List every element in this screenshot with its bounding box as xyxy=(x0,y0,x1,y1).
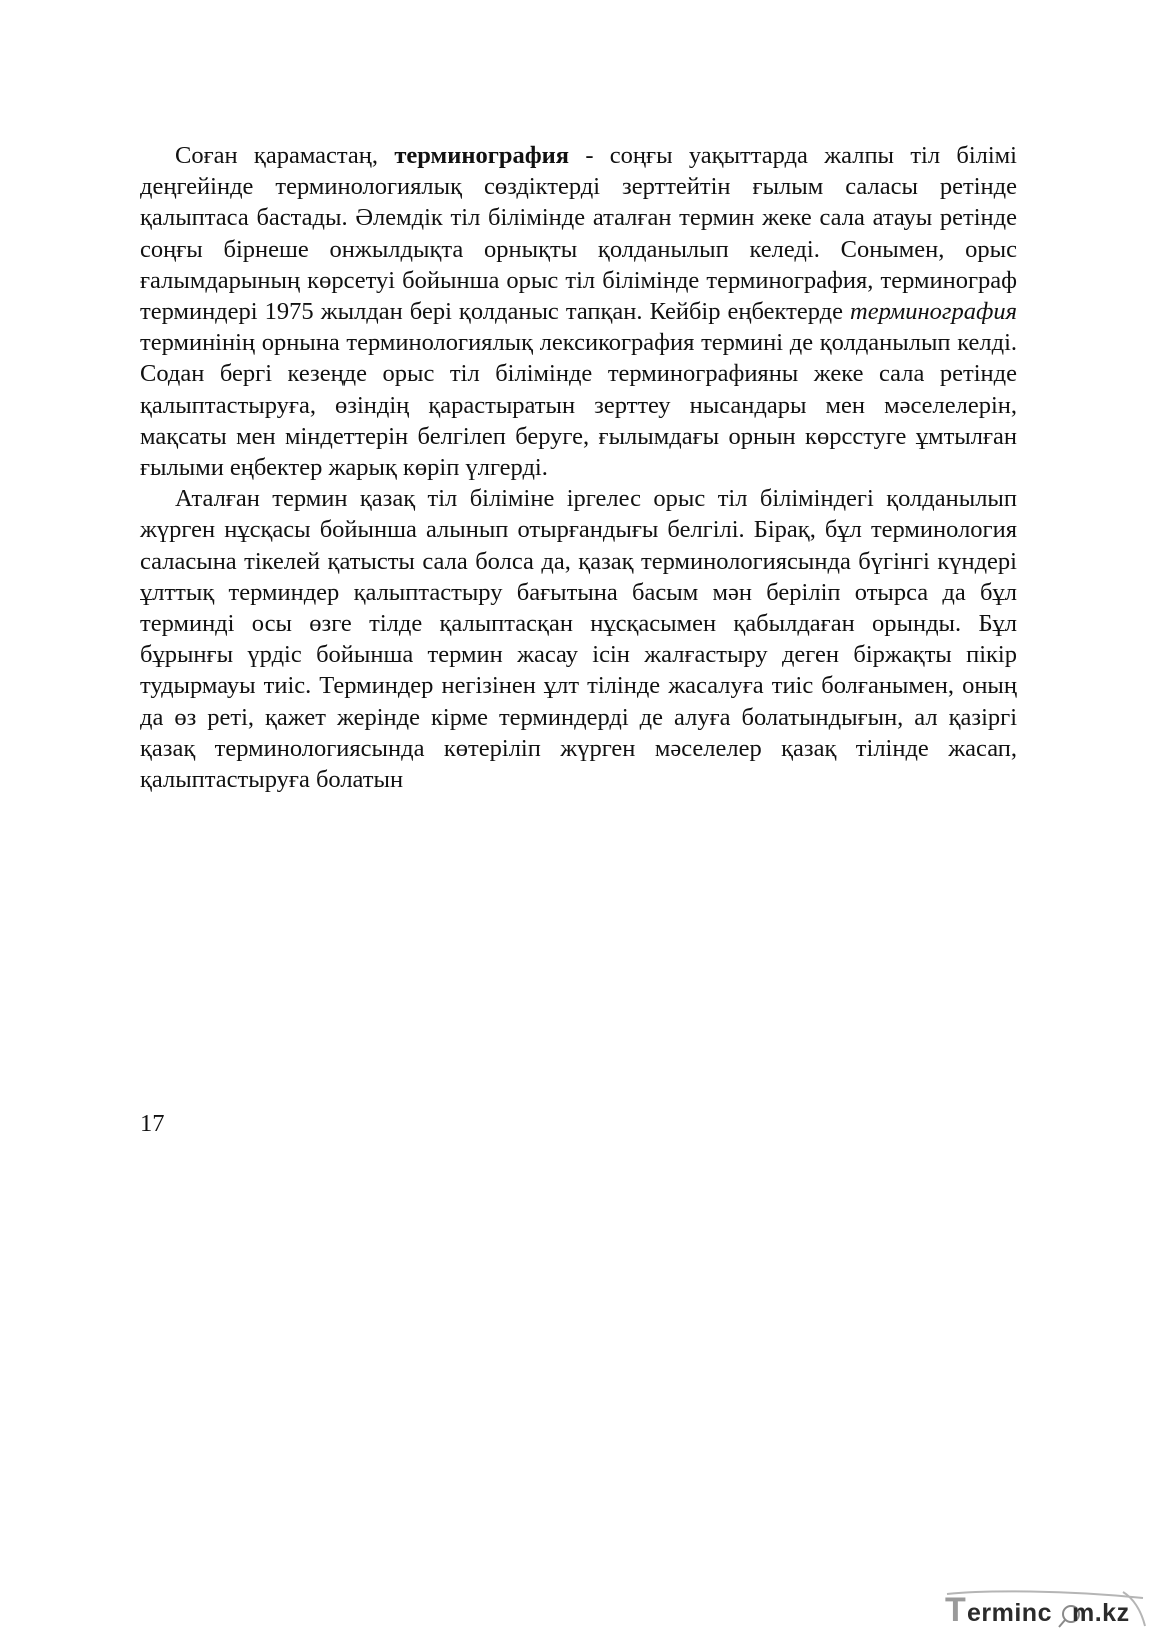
paragraph-1-part-1: - соңғы уақыттарда жалпы тіл білімі деңгейінде терминологиялық сөздіктерді зерттейтін ғылым саласы ретінде қалыптаса бастады. Әлемдік тіл білімінде аталған термин жеке сала атауы ретінде соңғы бірнеше онжылдықта орнықты қолданылып келеді. Сонымен, орыс ғалымдарының көрсетуі бойынша орыс тіл білімінде терминография, терминограф терминдері 1975 жылдан бері қолданыс тапқан. Кейбір еңбектерде xyxy=(140,142,1017,326)
bold-term: терминография xyxy=(394,142,570,169)
paragraph-1-intro: Соған қарамастаң, xyxy=(175,142,395,169)
logo-text-part-2: m.kz xyxy=(1071,1599,1130,1627)
paragraph-1-part-2: терминінің орнына терминологиялық лексикография термині де қолданылып келді. Содан бергі кезеңде орыс тіл білімінде терминографияны жеке сала ретінде қалыптастыруға, өзіндің қарастыратын зерттеу нысандары мен мәселелерін, мақсаты мен міндеттерін белгілеп беруге, ғылымдағы орнын көрсстуге ұмтылған ғылыми еңбектер жарық көріп үлгерді. xyxy=(140,329,1017,482)
logo-text-part-1: erminc xyxy=(967,1599,1052,1627)
paragraph-1 xyxy=(140,140,1017,483)
logo-text xyxy=(967,1598,1130,1628)
paragraph-2: Аталған термин қазақ тіл біліміне іргелес орыс тіл біліміндегі қолданылып жүрген нұсқасы бойынша алынып отырғандығы белгілі. Бірақ, бұл терминология саласына тікелей қатысты сала болса да, қазақ терминологиясында бүгінгі күндері ұлттық терминдер қалыптастыру бағытына басым мән беріліп отырса да бұл терминді осы өзге тілде қалыптасқан нұсқасымен қабылдаған орынды. Бұл бұрынғы үрдіс бойынша термин жасау ісін жалғастыру деген біржақты пікір тудырмауы тиіс. Терминдер негізінен ұлт тілінде жасалуға тиіс болғанымен, оның да өз реті, қажет жерінде кірме терминдерді де алуға болатындығын, ал қазіргі қазақ терминологиясында көтеріліп жүрген мәселелер қазақ тілінде жасап, қалыптастыруға болатын xyxy=(140,485,1017,794)
italic-term: терминография xyxy=(850,298,1017,326)
page-number: 17 xyxy=(140,1110,165,1137)
termincom-logo xyxy=(945,1588,1150,1630)
logo-initial: T xyxy=(945,1591,966,1629)
body-text xyxy=(140,140,1017,795)
